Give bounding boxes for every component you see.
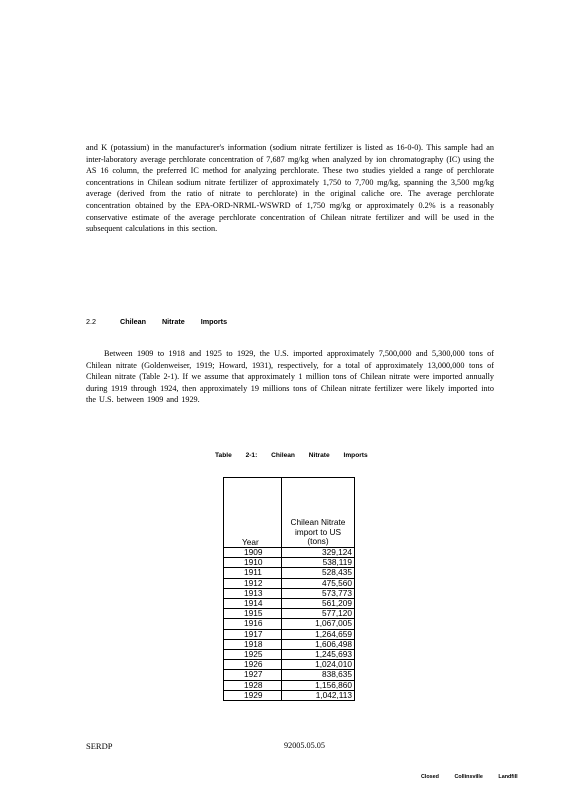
cell-tons: 1,042,113 (282, 690, 355, 700)
cell-tons: 577,120 (282, 609, 355, 619)
cell-year: 1909 (224, 548, 282, 558)
cell-year: 1916 (224, 619, 282, 629)
table-body (224, 548, 355, 701)
cell-tons: 538,119 (282, 558, 355, 568)
cell-year: 1929 (224, 690, 282, 700)
table-row (224, 639, 355, 649)
table-row (224, 680, 355, 690)
table-row (224, 568, 355, 578)
cell-year: 1926 (224, 660, 282, 670)
cell-year: 1928 (224, 680, 282, 690)
table-row (224, 660, 355, 670)
table-row (224, 578, 355, 588)
cell-year: 1927 (224, 670, 282, 680)
cell-tons: 1,024,010 (282, 660, 355, 670)
cell-year: 1912 (224, 578, 282, 588)
table-row (224, 690, 355, 700)
table-row (224, 619, 355, 629)
cell-year: 1914 (224, 599, 282, 609)
section-number: 2.2 (86, 317, 96, 326)
chilean-nitrate-table (223, 477, 355, 701)
section-heading (86, 317, 227, 326)
table-row (224, 650, 355, 660)
cell-year: 1915 (224, 609, 282, 619)
cell-tons: 329,124 (282, 548, 355, 558)
cell-tons: 1,264,659 (282, 629, 355, 639)
cell-year: 1917 (224, 629, 282, 639)
cell-year: 1911 (224, 568, 282, 578)
cell-year: 1918 (224, 639, 282, 649)
cell-year: 1910 (224, 558, 282, 568)
cell-tons: 475,560 (282, 578, 355, 588)
section-title: Chilean Nitrate Imports (120, 317, 228, 326)
table-caption: Table 2-1: Chilean Nitrate Imports (215, 452, 368, 459)
cell-tons: 1,606,498 (282, 639, 355, 649)
cell-tons: 1,067,005 (282, 619, 355, 629)
cell-tons: 1,245,693 (282, 650, 355, 660)
header-import: Chilean Nitrate import to US (tons) (282, 478, 355, 548)
table-row (224, 629, 355, 639)
table-row (224, 558, 355, 568)
table-row (224, 548, 355, 558)
cell-year: 1913 (224, 588, 282, 598)
cell-tons: 561,209 (282, 599, 355, 609)
table-row (224, 588, 355, 598)
table-row (224, 609, 355, 619)
footer-running-title: Closed Collinsville Landfill (421, 774, 518, 780)
cell-tons: 528,435 (282, 568, 355, 578)
header-year: Year (224, 478, 282, 548)
body-paragraph-2: Between 1909 to 1918 and 1925 to 1929, the U.S. imported approximately 7,500,000 and 5,300,000 tons of Chilean nitrate (Goldenweiser, 1919; Howard, 1931), respectively, for a total of approximately 13,000,000 tons of Chilean nitrate (Table 2-1). If we assume that approximately 1 million tons of Chilean nitrate were imported annually during 1919 through 1924, then approximately 19 millions tons of Chilean nitrate fertilizer were likely imported into the U.S. between 1909 and 1929. (86, 349, 494, 405)
table-header-row (224, 478, 355, 548)
table-row (224, 599, 355, 609)
footer-doc-id: 92005.05.05 (284, 741, 325, 750)
cell-tons: 573,773 (282, 588, 355, 598)
footer-org: SERDP (86, 741, 113, 751)
table-row (224, 670, 355, 680)
body-paragraph-1: and K (potassium) in the manufacturer's information (sodium nitrate fertilizer is listed as 16-0-0). This sample had an inter-laboratory average perchlorate concentration of 7,687 mg/kg when analyzed by ion chromatography (IC) using the AS 16 column, the preferred IC method for analyzing perchlorate. These two studies yielded a range of perchlorate concentrations in Chilean sodium nitrate fertilizer of approximately 1,750 to 7,700 mg/kg, spanning the 3,500 mg/kg average (derived from the ratio of nitrate to perchlorate) in the original caliche ore. The average perchlorate concentration obtained by the EPA-ORD-NRML-WSWRD of 1,750 mg/kg or approximately 0.2% is a reasonably conservative estimate of the average perchlorate concentration of Chilean nitrate fertilizer and will be used in the subsequent calculations in this section. (86, 143, 494, 234)
cell-tons: 838,635 (282, 670, 355, 680)
cell-year: 1925 (224, 650, 282, 660)
cell-tons: 1,156,860 (282, 680, 355, 690)
